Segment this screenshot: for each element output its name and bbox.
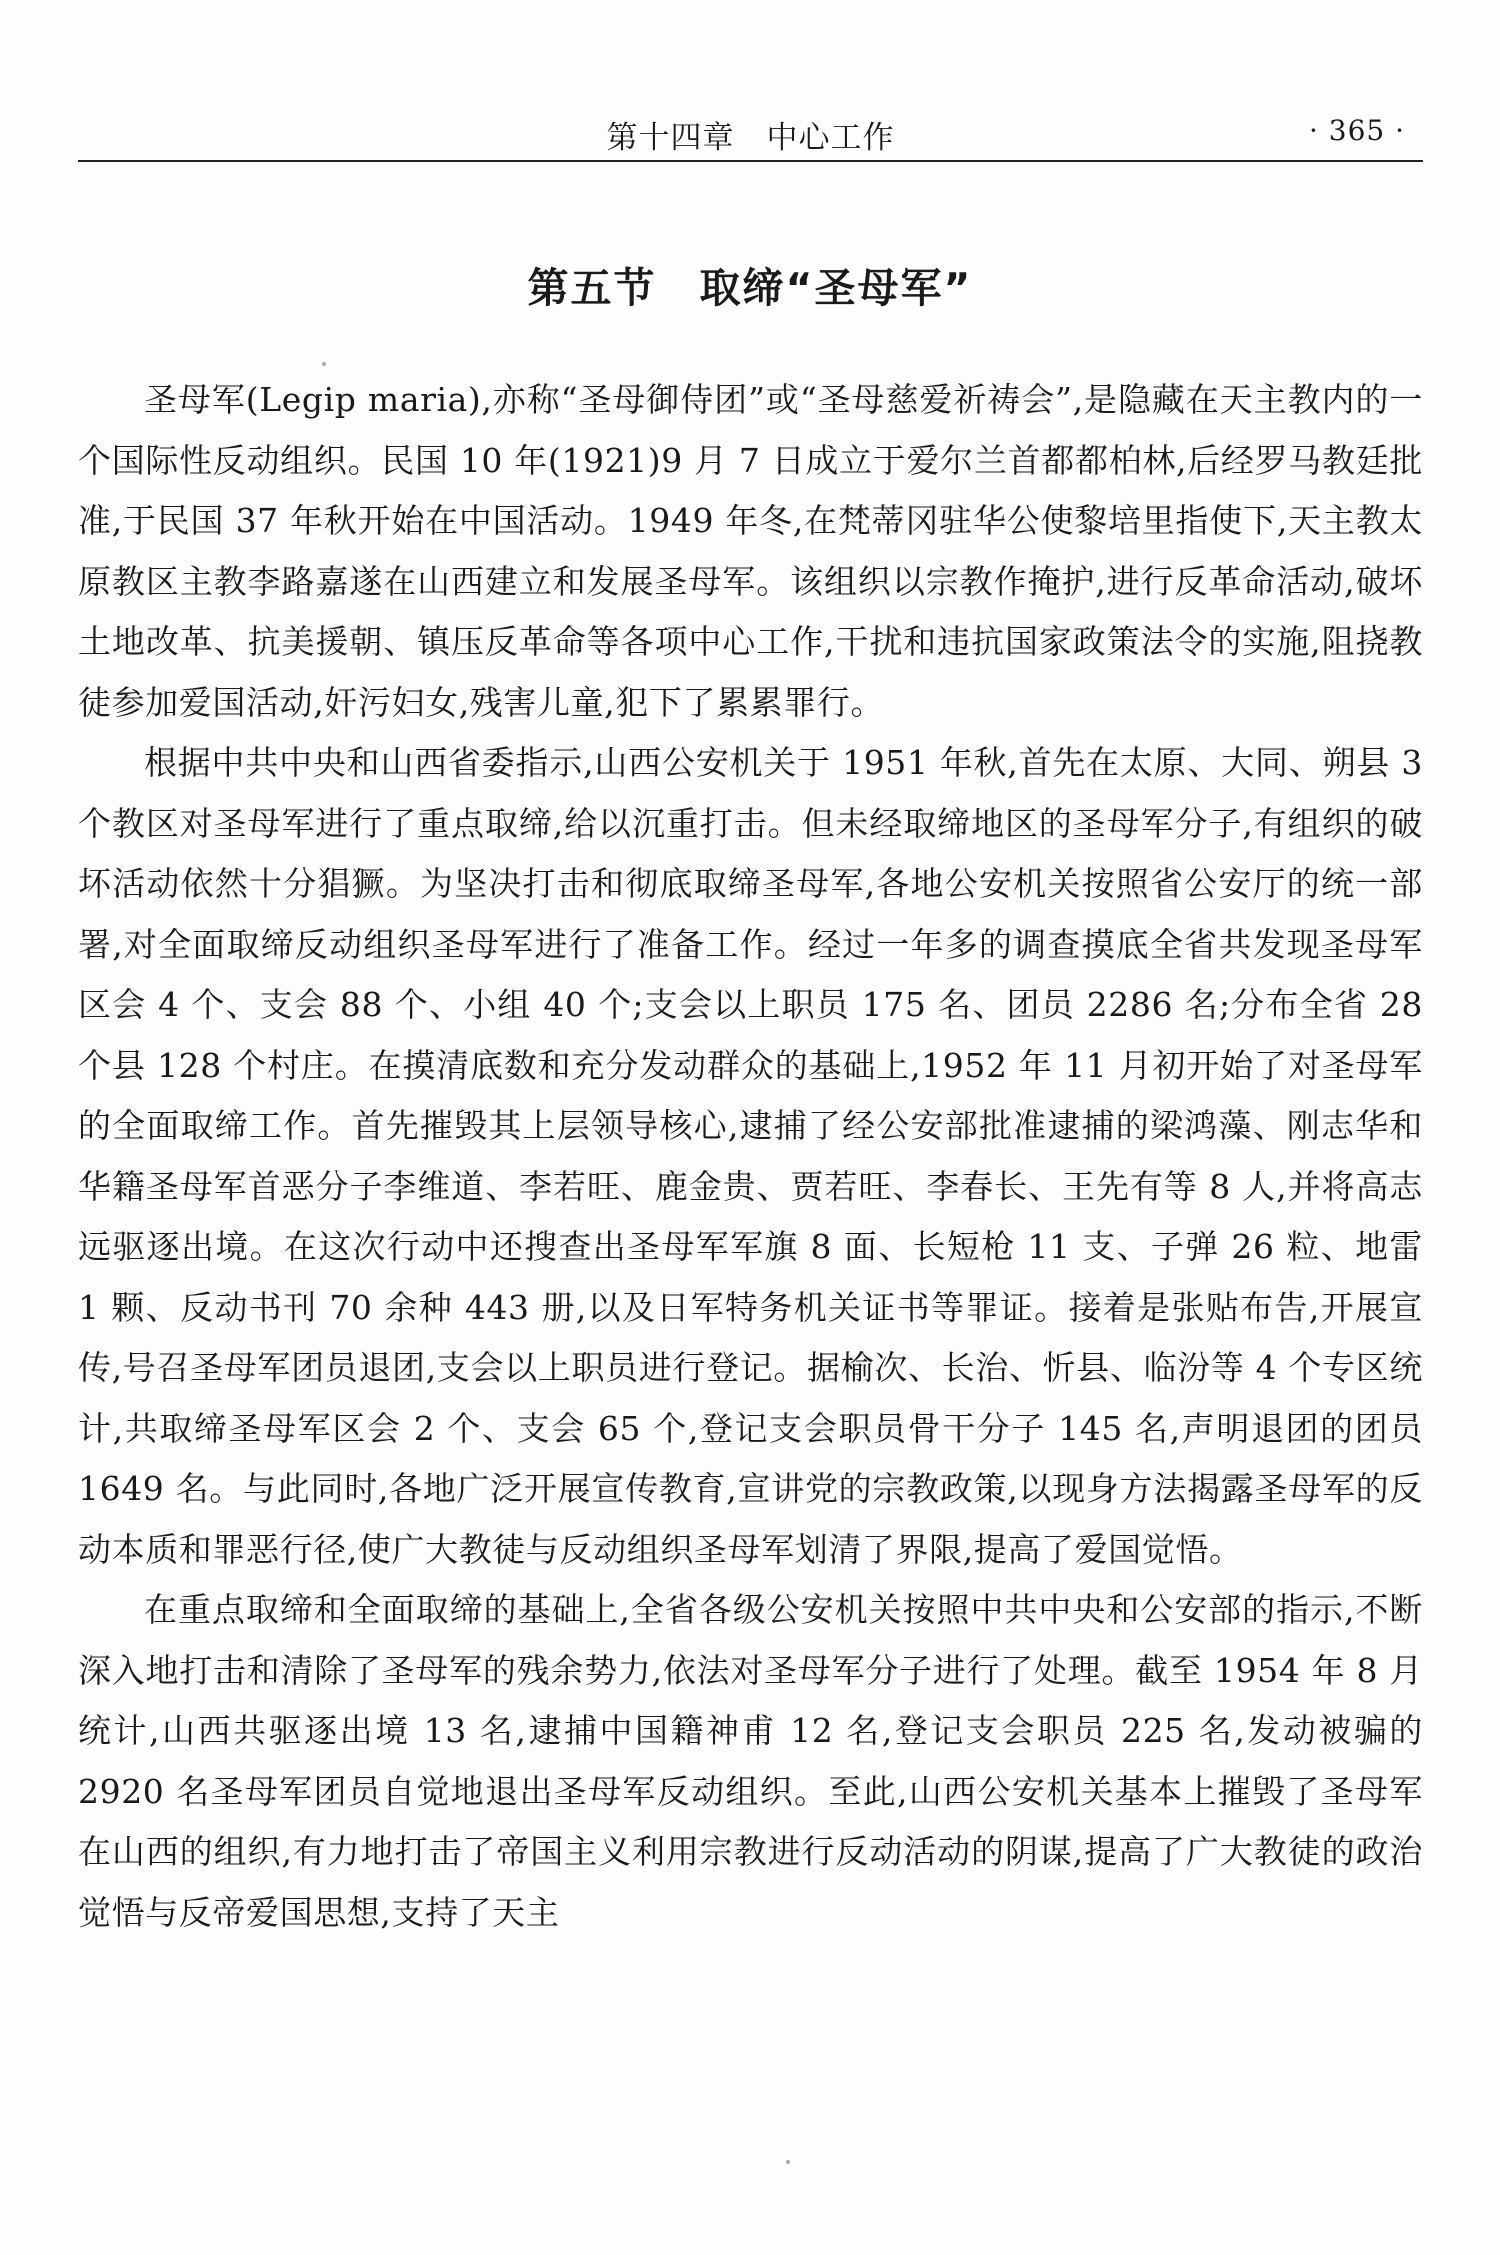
paragraph: 圣母军(Legip maria),亦称“圣母御侍团”或“圣母慈爱祈祷会”,是隐藏在天主教内的一个国际性反动组织。民国 10 年(1921)9 月 7 日成立于爱尔兰首都都柏林,后经罗马教廷批准,于民国 37 年秋开始在中国活动。1949 年冬,在梵蒂冈驻华公使黎培里指使下,天主教太原教区主教李路嘉遂在山西建立和发展圣母军。该组织以宗教作掩护,进行反革命活动,破坏土地改革、抗美援朝、镇压反革命等各项中心工作,干扰和违抗国家政策法令的实施,阻挠教徒参加爱国活动,奸污妇女,残害儿童,犯下了累累罪行。 (78, 380, 1423, 722)
body-text (78, 370, 1423, 1943)
scan-speck (322, 362, 326, 366)
paragraph: 在重点取缔和全面取缔的基础上,全省各级公安机关按照中共中央和公安部的指示,不断深入地打击和清除了圣母军的残余势力,依法对圣母军分子进行了处理。截至 1954 年 8 月统计,山西共驱逐出境 13 名,逮捕中国籍神甫 12 名,登记支会职员 225 名,发动被骗的 2920 名圣母军团员自觉地退出圣母军反动组织。至此,山西公安机关基本上摧毁了圣母军在山西的组织,有力地打击了帝国主义利用宗教进行反动活动的阴谋,提高了广大教徒的政治觉悟与反帝爱国思想,支持了天主 (78, 1590, 1423, 1932)
chapter-title: 第十四章 中心工作 (606, 120, 895, 156)
section-title: 第五节 取缔“圣母军” (527, 264, 973, 312)
paragraph: 根据中共中央和山西省委指示,山西公安机关于 1951 年秋,首先在太原、大同、朔县 3 个教区对圣母军进行了重点取缔,给以沉重打击。但未经取缔地区的圣母军分子,有组织的破坏活动依然十分猖獗。为坚决打击和彻底取缔圣母军,各地公安机关按照省公安厅的统一部署,对全面取缔反动组织圣母军进行了准备工作。经过一年多的调查摸底全省共发现圣母军区会 4 个、支会 88 个、小组 40 个;支会以上职员 175 名、团员 2286 名;分布全省 28 个县 128 个村庄。在摸清底数和充分发动群众的基础上,1952 年 11 月初开始了对圣母军的全面取缔工作。首先摧毁其上层领导核心,逮捕了经公安部批准逮捕的梁鸿藻、刚志华和华籍圣母军首恶分子李维道、李若旺、鹿金贵、贾若旺、李春长、王先有等 8 人,并将高志远驱逐出境。在这次行动中还搜查出圣母军军旗 8 面、长短枪 11 支、子弹 26 粒、地雷 1 颗、反动书刊 70 余种 443 册,以及日军特务机关证书等罪证。接着是张贴布告,开展宣传,号召圣母军团员退团,支会以上职员进行登记。据榆次、长治、忻县、临汾等 4 个专区统计,共取缔圣母军区会 2 个、支会 65 个,登记支会职员骨干分子 145 名,声明退团的团员 1649 名。与此同时,各地广泛开展宣传教育,宣讲党的宗教政策,以现身方法揭露圣母军的反动本质和罪恶行径,使广大教徒与反动组织圣母军划清了界限,提高了爱国觉悟。 (78, 743, 1423, 1569)
running-header (78, 100, 1423, 162)
scan-speck (786, 2160, 790, 2164)
page-number: · 365 · (1308, 114, 1405, 147)
